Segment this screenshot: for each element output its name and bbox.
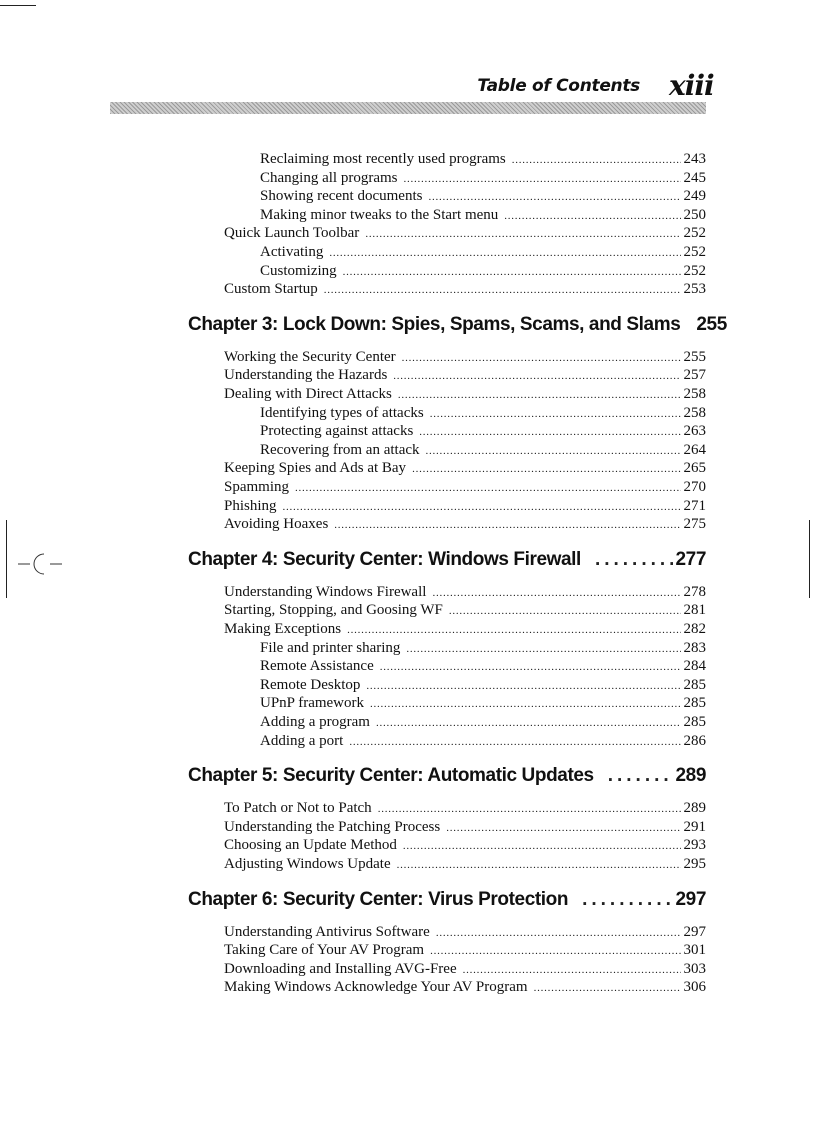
dot-leader: [449, 602, 681, 621]
toc-entry-title: Changing all programs: [260, 169, 398, 186]
dot-leader: [365, 225, 680, 244]
toc-entry: [224, 855, 706, 874]
toc-entry-page: 255: [683, 348, 706, 365]
toc-entry-title: UPnP framework: [260, 695, 365, 712]
toc-entry-title: Taking Care of Your AV Program: [224, 942, 425, 959]
dot-leader: [397, 856, 681, 875]
toc-chapter-entry: [188, 763, 706, 789]
toc-entry: [260, 404, 706, 423]
toc-entry-title: Understanding Antivirus Software: [224, 923, 430, 940]
dot-leader: [329, 244, 680, 263]
dot-leader: [582, 887, 673, 913]
toc-entry: [260, 422, 706, 441]
dot-leader: [380, 658, 681, 677]
toc-entry: [260, 187, 706, 206]
dot-leader: [295, 479, 680, 498]
dot-leader: [428, 188, 680, 207]
dot-leader: [419, 423, 680, 442]
toc-entry-title: Remote Assistance: [260, 658, 374, 675]
toc-entry-page: 285: [683, 714, 706, 730]
toc-entry: [224, 836, 706, 855]
toc-entry-page: 270: [683, 479, 706, 495]
toc-entry: [224, 583, 706, 602]
dot-leader: [402, 349, 681, 368]
toc-entry-page: 245: [683, 169, 706, 186]
toc-entry: [260, 713, 706, 732]
margin-line-right: [809, 520, 810, 598]
dot-leader: [347, 621, 680, 640]
dot-leader: [430, 942, 680, 961]
toc-entry: [260, 169, 706, 188]
toc-entry-title: Phishing: [224, 497, 277, 514]
toc-entry-title: Making minor tweaks to the Start menu: [260, 206, 499, 223]
toc-entry-page: 250: [683, 206, 706, 223]
dot-leader: [512, 151, 681, 170]
toc-entry-title: Starting, Stopping, and Goosing WF: [224, 602, 443, 619]
toc-entry-title: To Patch or Not to Patch: [224, 800, 372, 817]
toc-entry-page: 252: [683, 225, 706, 242]
dot-leader: [608, 763, 674, 789]
dot-leader: [412, 460, 680, 479]
dot-leader: [283, 498, 681, 517]
toc-entry-page: 281: [683, 602, 706, 619]
dot-leader: [432, 584, 680, 603]
toc-entry: [260, 694, 706, 713]
toc-entry-title: Keeping Spies and Ads at Bay: [224, 460, 407, 477]
toc-chapter-entry: [188, 312, 727, 338]
dot-leader: [463, 961, 681, 980]
toc-entry: [224, 459, 706, 478]
toc-entry: [260, 732, 706, 751]
running-header-title: Table of Contents: [477, 76, 640, 96]
crop-mark-top: [0, 5, 36, 6]
toc-entry-title: Chapter 5: Security Center: Automatic Updates: [188, 765, 594, 787]
dot-leader: [393, 367, 680, 386]
dot-leader: [378, 800, 681, 819]
toc-entry-page: 264: [683, 441, 706, 458]
toc-entry-title: File and printer sharing: [260, 639, 401, 656]
toc-entry-title: Working the Security Center: [224, 348, 396, 365]
dot-leader: [534, 979, 681, 998]
toc-entry-title: Custom Startup: [224, 281, 318, 298]
toc-entry: [224, 941, 706, 960]
toc-entry: [260, 639, 706, 658]
toc-entry: [224, 818, 706, 837]
toc-entry-page: 258: [683, 404, 706, 421]
toc-entry-title: Avoiding Hoaxes: [224, 516, 329, 533]
dot-leader: [349, 733, 680, 752]
toc-entry: [260, 150, 706, 169]
toc-entry-page: 289: [675, 765, 706, 787]
toc-entry-page: 289: [683, 800, 706, 817]
toc-entry-title: Making Windows Acknowledge Your AV Program: [224, 979, 528, 996]
toc-entry-page: 295: [683, 856, 706, 872]
dot-leader: [343, 263, 681, 282]
dot-leader: [376, 714, 681, 733]
dot-leader: [370, 695, 680, 714]
toc-entry-title: Downloading and Installing AVG-Free: [224, 960, 457, 977]
dot-leader: [595, 547, 674, 573]
toc-entry: [224, 280, 706, 299]
dot-leader: [403, 170, 680, 189]
toc-entry: [224, 515, 706, 534]
toc-entry-page: 284: [683, 658, 706, 675]
toc-entry: [224, 478, 706, 497]
toc-entry-page: 253: [683, 281, 706, 298]
toc-entry-page: 283: [683, 639, 706, 656]
toc-entry-page: 265: [683, 460, 706, 477]
toc-entry-page: 258: [683, 386, 706, 402]
toc-entry: [224, 620, 706, 639]
toc-entry-title: Adjusting Windows Update: [224, 856, 391, 872]
toc-entry-title: Chapter 4: Security Center: Windows Firewall: [188, 548, 581, 570]
toc-entry-page: 291: [683, 818, 706, 835]
dot-leader: [366, 677, 680, 696]
toc-entry: [224, 978, 706, 997]
toc-entry-title: Activating: [260, 244, 324, 260]
dot-leader: [436, 924, 681, 943]
toc-entry-title: Remote Desktop: [260, 676, 361, 693]
toc-entry-page: 293: [683, 837, 706, 854]
toc-entry-title: Showing recent documents: [260, 188, 423, 205]
toc-entry-title: Recovering from an attack: [260, 441, 420, 458]
toc-entry-title: Quick Launch Toolbar: [224, 225, 360, 242]
toc-entry-title: Dealing with Direct Attacks: [224, 386, 392, 402]
toc-entry-page: 277: [675, 548, 706, 570]
toc-entry-title: Understanding the Hazards: [224, 367, 388, 384]
toc-entry-page: 297: [675, 888, 706, 910]
dot-leader: [403, 837, 681, 856]
toc-entry-title: Protecting against attacks: [260, 423, 414, 440]
toc-entry-page: 271: [683, 497, 706, 514]
toc-entry-page: 255: [696, 313, 727, 335]
toc-entry: [224, 923, 706, 942]
toc-entry-page: 285: [683, 676, 706, 693]
dot-leader: [334, 516, 680, 535]
toc-entry: [260, 441, 706, 460]
toc-entry-page: 297: [683, 923, 706, 940]
dot-leader: [324, 281, 681, 300]
toc-entry-page: 263: [683, 423, 706, 440]
toc-entry-title: Choosing an Update Method: [224, 837, 397, 854]
toc-entry: [260, 657, 706, 676]
toc-entry-page: 306: [683, 979, 706, 996]
toc-entry: [260, 676, 706, 695]
toc-entry-title: Chapter 3: Lock Down: Spies, Spams, Scams, and Slams: [188, 313, 681, 335]
toc-entry-page: 285: [683, 695, 706, 712]
dot-leader: [446, 819, 680, 838]
toc-entry-page: 257: [683, 367, 706, 384]
toc-entry-title: Reclaiming most recently used programs: [260, 151, 506, 167]
toc-entry-page: 275: [683, 516, 706, 533]
dot-leader: [406, 640, 680, 659]
toc-entry-page: 249: [683, 188, 706, 205]
toc-chapter-entry: [188, 887, 706, 913]
toc-entry-page: 303: [683, 960, 706, 977]
toc-entry-title: Understanding Windows Firewall: [224, 583, 427, 600]
toc-entry: [260, 206, 706, 225]
toc-entry: [224, 601, 706, 620]
toc-entry-title: Identifying types of attacks: [260, 404, 424, 421]
dot-leader: [398, 386, 681, 405]
toc-entry-page: 243: [683, 151, 706, 167]
margin-line-left: [6, 520, 7, 598]
running-header-page-number: xiii: [669, 69, 714, 102]
toc-entry-title: Spamming: [224, 479, 290, 495]
toc-entry-title: Adding a program: [260, 714, 370, 730]
toc-entry-title: Adding a port: [260, 732, 344, 749]
toc-entry-page: 278: [683, 583, 706, 600]
registration-mark-icon: [18, 552, 64, 576]
toc-entry: [224, 348, 706, 367]
toc-chapter-entry: [188, 547, 706, 573]
toc-entry-page: 252: [683, 244, 706, 260]
toc-entry-title: Understanding the Patching Process: [224, 818, 441, 835]
toc-entry-page: 282: [683, 621, 706, 637]
toc-entry: [260, 243, 706, 262]
toc-entry-title: Chapter 6: Security Center: Virus Protection: [188, 888, 569, 910]
toc-entry: [224, 497, 706, 516]
dot-leader: [426, 442, 681, 461]
toc-entry-title: Making Exceptions: [224, 621, 342, 637]
dot-leader: [504, 207, 680, 226]
toc-entry: [224, 224, 706, 243]
toc-entry-page: 286: [683, 732, 706, 749]
toc-entry-page: 252: [683, 262, 706, 279]
header-rule: [110, 102, 706, 114]
toc-entry-title: Customizing: [260, 262, 337, 279]
toc-entry: [260, 262, 706, 281]
toc-entry-page: 301: [683, 942, 706, 959]
toc-entry: [224, 385, 706, 404]
dot-leader: [430, 405, 681, 424]
toc-entry: [224, 366, 706, 385]
toc-entry: [224, 960, 706, 979]
toc-entry: [224, 799, 706, 818]
